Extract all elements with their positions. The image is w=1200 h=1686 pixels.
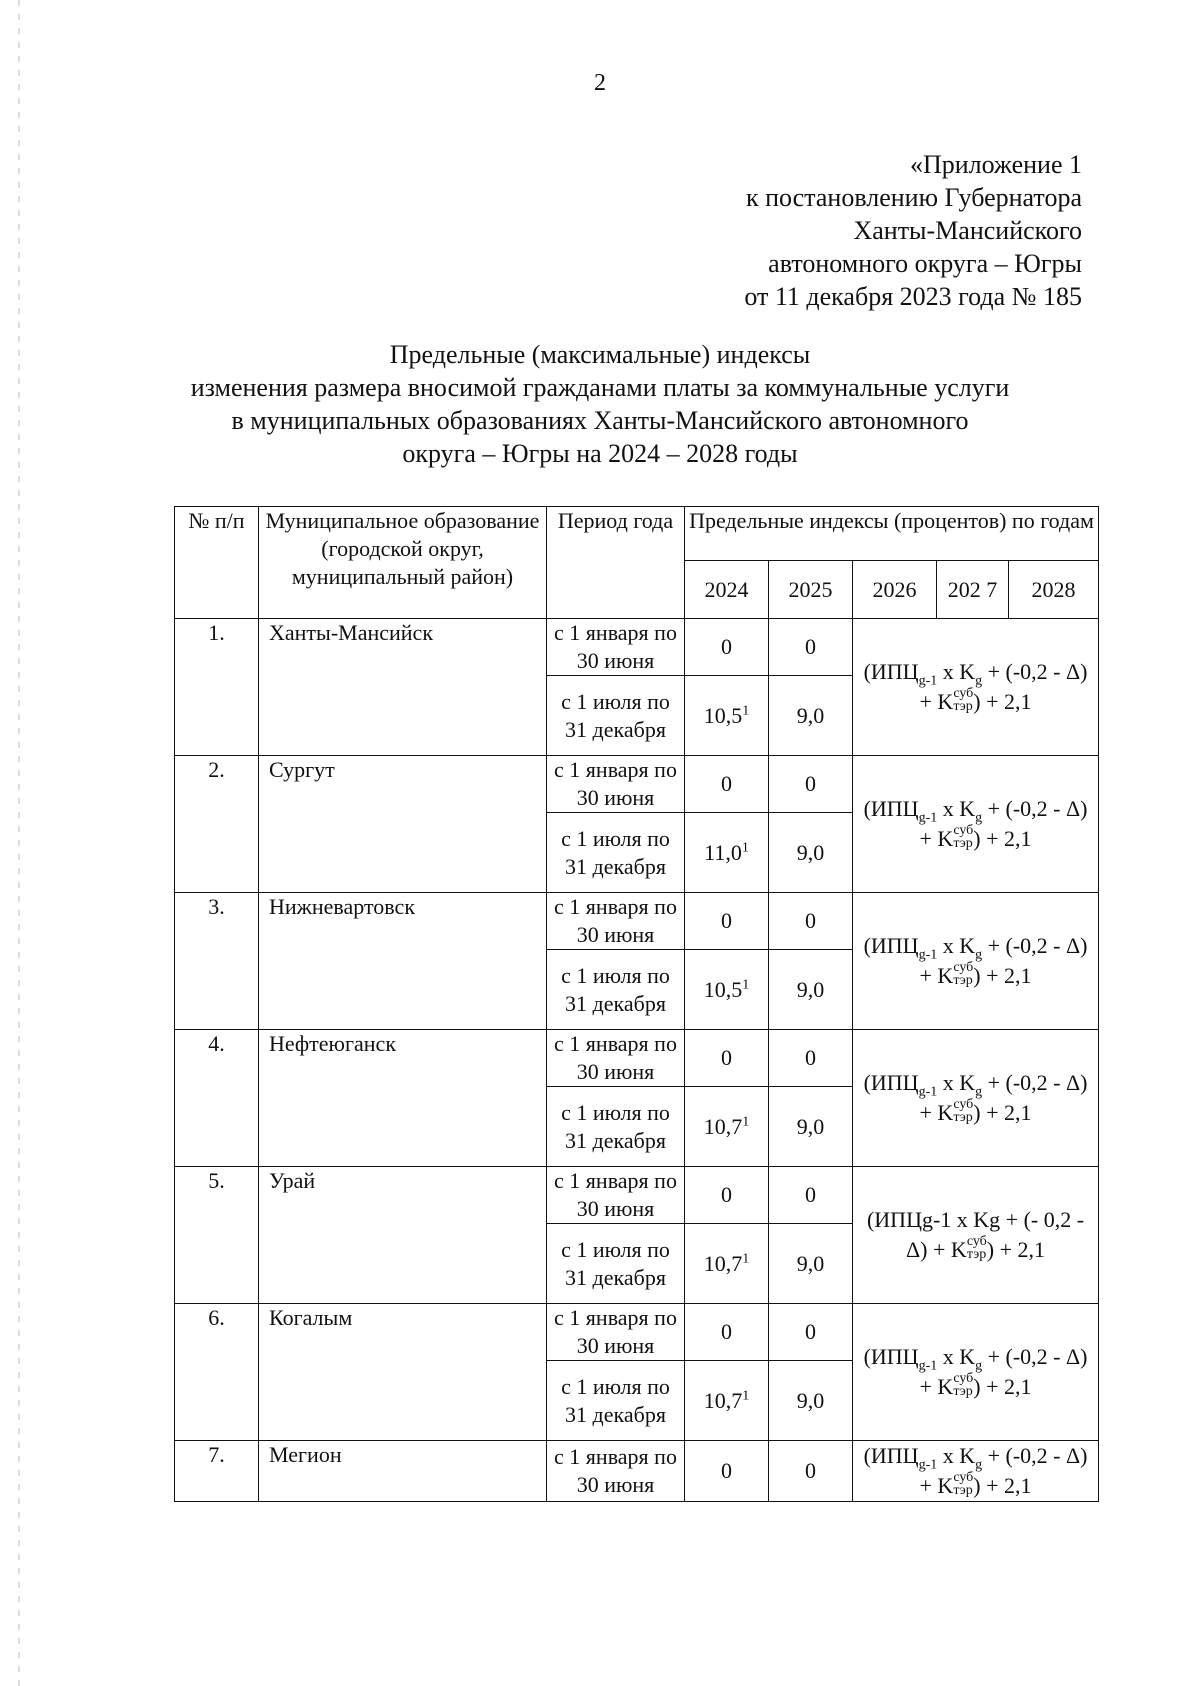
- value-cell: [685, 1224, 769, 1304]
- value-cell: [685, 1087, 769, 1167]
- appendix-reference: [744, 148, 1082, 313]
- header-num: № п/п: [175, 507, 259, 619]
- formula-k-indices: [953, 1471, 973, 1497]
- formula-sup: суб: [953, 1370, 974, 1386]
- period-second-half: с 1 июля по 31 декабря: [547, 813, 685, 893]
- value-text: 10,7: [703, 1387, 743, 1413]
- value-cell: 9,0: [769, 1224, 853, 1304]
- formula-text: x K: [937, 1443, 976, 1468]
- period-second-half: с 1 июля по 31 декабря: [547, 1224, 685, 1304]
- formula-text: (ИПЦ: [863, 1443, 919, 1468]
- value-cell: 0: [769, 1030, 853, 1087]
- row-number: 4.: [175, 1030, 259, 1167]
- value-cell: 0: [685, 1030, 769, 1087]
- row-number: 3.: [175, 893, 259, 1030]
- value-cell: 9,0: [769, 1361, 853, 1441]
- value-cell: 0: [685, 619, 769, 676]
- formula-text: ) + 2,1: [973, 963, 1032, 988]
- formula-text: ) + 2,1: [973, 689, 1032, 714]
- document-title: [0, 338, 1200, 470]
- value-cell: [685, 950, 769, 1030]
- value-cell: 0: [769, 619, 853, 676]
- formula-k-indices: [953, 824, 973, 850]
- formula-sup: суб: [953, 822, 974, 838]
- formula-sub: тэр: [953, 835, 973, 851]
- appendix-line: Ханты-Мансийского: [853, 216, 1082, 245]
- value-cell: 9,0: [769, 676, 853, 756]
- municipality-name: Сургут: [259, 756, 547, 893]
- row-number: 5.: [175, 1167, 259, 1304]
- table-body: [175, 619, 1099, 1502]
- formula-sub: тэр: [953, 1109, 973, 1125]
- formula-k-indices: [953, 1372, 973, 1398]
- municipality-name: Нижневартовск: [259, 893, 547, 1030]
- row-number: 6.: [175, 1304, 259, 1441]
- title-line: в муниципальных образованиях Ханты-Мансийского автономного: [231, 406, 969, 435]
- value-cell: 9,0: [769, 1087, 853, 1167]
- scan-edge: [18, 0, 20, 1686]
- row-number: 2.: [175, 756, 259, 893]
- footnote-mark: 1: [742, 977, 750, 993]
- value-cell: 0: [685, 1167, 769, 1224]
- header-indices: Предельные индексы (процентов) по годам: [685, 507, 1099, 561]
- formula-text: + (-0,2 - Δ) + K: [919, 933, 1088, 988]
- value-cell: 0: [685, 1304, 769, 1361]
- formula-text: (ИПЦ: [863, 933, 919, 958]
- formula-text: ) + 2,1: [973, 1473, 1032, 1498]
- formula-sub: g: [975, 1358, 983, 1374]
- title-line: Предельные (максимальные) индексы: [389, 340, 811, 369]
- formula-cell: [853, 1441, 1099, 1502]
- table-row: [175, 619, 1099, 676]
- formula-sub: тэр: [953, 1383, 973, 1399]
- formula-text: (ИПЦ: [863, 659, 919, 684]
- title-line: округа – Югры на 2024 – 2028 годы: [402, 439, 798, 468]
- header-year: 2028: [1009, 561, 1099, 619]
- value-cell: [685, 676, 769, 756]
- formula-sub: g-1: [918, 947, 938, 963]
- value-cell: [685, 813, 769, 893]
- title-line: изменения размера вносимой гражданами платы за коммунальные услуги: [190, 373, 1010, 402]
- municipality-name: Мегион: [259, 1441, 547, 1502]
- formula-cell: [853, 1030, 1099, 1167]
- period-second-half: с 1 июля по 31 декабря: [547, 1087, 685, 1167]
- formula-text: + (-0,2 - Δ) + K: [919, 1443, 1088, 1498]
- appendix-line: к постановлению Губернатора: [745, 183, 1082, 212]
- table-row: [175, 893, 1099, 950]
- value-cell: 0: [769, 1304, 853, 1361]
- value-text: 10,5: [703, 702, 743, 728]
- value-cell: 0: [685, 756, 769, 813]
- value-cell: 0: [769, 756, 853, 813]
- formula-text: x K: [937, 1070, 976, 1095]
- period-first-half: с 1 января по 30 июня: [547, 756, 685, 813]
- formula-text: (ИПЦ: [863, 796, 919, 821]
- value-cell: 0: [769, 893, 853, 950]
- formula-sub: g: [975, 673, 983, 689]
- formula-text: + (-0,2 - Δ) + K: [919, 1344, 1088, 1399]
- page-number: 2: [594, 70, 606, 96]
- formula-text: x K: [937, 659, 976, 684]
- formula-sub: g-1: [918, 1457, 938, 1473]
- formula-sub: тэр: [953, 972, 973, 988]
- formula-sup: суб: [953, 685, 974, 701]
- period-first-half: с 1 января по 30 июня: [547, 619, 685, 676]
- value-cell: 0: [685, 893, 769, 950]
- period-first-half: с 1 января по 30 июня: [547, 1441, 685, 1502]
- formula-k-indices: [953, 687, 973, 713]
- value-cell: 0: [685, 1441, 769, 1502]
- formula-sub: g-1: [918, 1358, 938, 1374]
- formula-sub: g-1: [918, 810, 938, 826]
- header-year: 2026: [853, 561, 937, 619]
- formula-text: ) + 2,1: [973, 1374, 1032, 1399]
- formula-text: (ИПЦg-1 x Kg + (- 0,2 - Δ) + K: [866, 1207, 1085, 1262]
- value-text: 11,0: [704, 839, 742, 865]
- value-text: 10,7: [703, 1113, 743, 1139]
- footnote-mark: 1: [742, 1388, 750, 1404]
- table-row: [175, 1167, 1099, 1224]
- value-cell: 9,0: [769, 813, 853, 893]
- formula-k-indices: [953, 961, 973, 987]
- formula-cell: [853, 1304, 1099, 1441]
- table-row: [175, 1441, 1099, 1502]
- formula-k-indices: [967, 1235, 987, 1261]
- header-year: 202 7: [937, 561, 1009, 619]
- period-second-half: с 1 июля по 31 декабря: [547, 950, 685, 1030]
- header-year: 2025: [769, 561, 853, 619]
- footnote-mark: 1: [742, 703, 750, 719]
- formula-sup: суб: [953, 959, 974, 975]
- formula-text: x K: [937, 1344, 976, 1369]
- formula-sub: g: [975, 810, 983, 826]
- header-year: 2024: [685, 561, 769, 619]
- value-cell: [685, 1361, 769, 1441]
- formula-sub: тэр: [966, 1246, 987, 1262]
- municipality-name: Нефтеюганск: [259, 1030, 547, 1167]
- period-second-half: с 1 июля по 31 декабря: [547, 676, 685, 756]
- municipality-name: Когалым: [259, 1304, 547, 1441]
- formula-sub: тэр: [953, 698, 973, 714]
- period-first-half: с 1 января по 30 июня: [547, 1030, 685, 1087]
- formula-text: ) + 2,1: [973, 1100, 1032, 1125]
- row-number: 7.: [175, 1441, 259, 1502]
- formula-text: + (-0,2 - Δ) + K: [919, 659, 1088, 714]
- period-second-half: с 1 июля по 31 декабря: [547, 1361, 685, 1441]
- formula-k-indices: [953, 1098, 973, 1124]
- appendix-line: автономного округа – Югры: [768, 249, 1082, 278]
- appendix-line: «Приложение 1: [909, 150, 1082, 179]
- value-cell: 0: [769, 1167, 853, 1224]
- formula-sub: g-1: [918, 673, 938, 689]
- formula-text: + (-0,2 - Δ) + K: [919, 796, 1088, 851]
- formula-sub: g: [975, 1457, 983, 1473]
- period-first-half: с 1 января по 30 июня: [547, 1304, 685, 1361]
- value-text: 10,7: [703, 1250, 743, 1276]
- indices-table: [174, 506, 1099, 1502]
- formula-cell: [853, 756, 1099, 893]
- table-row: [175, 1304, 1099, 1361]
- formula-sup: суб: [953, 1096, 974, 1112]
- formula-text: ) + 2,1: [986, 1237, 1046, 1262]
- footnote-mark: 1: [742, 1114, 750, 1130]
- formula-sub: g: [975, 947, 983, 963]
- formula-cell: [853, 893, 1099, 1030]
- table-row: [175, 756, 1099, 813]
- formula-text: + (-0,2 - Δ) + K: [919, 1070, 1088, 1125]
- formula-cell: [853, 619, 1099, 756]
- formula-sub: g: [975, 1084, 983, 1100]
- value-text: 10,5: [703, 976, 743, 1002]
- period-first-half: с 1 января по 30 июня: [547, 893, 685, 950]
- header-municipality: Муниципальное образование (городской округ, муниципальный район): [259, 507, 547, 619]
- value-cell: 9,0: [769, 950, 853, 1030]
- formula-text: (ИПЦ: [863, 1344, 919, 1369]
- formula-text: (ИПЦ: [863, 1070, 919, 1095]
- footnote-mark: 1: [741, 840, 749, 856]
- value-cell: 0: [769, 1441, 853, 1502]
- formula-sup: суб: [966, 1233, 987, 1249]
- formula-sub: тэр: [953, 1482, 973, 1498]
- formula-text: x K: [937, 933, 976, 958]
- header-period: Период года: [547, 507, 685, 619]
- formula-cell: [853, 1167, 1099, 1304]
- appendix-line: от 11 декабря 2023 года № 185: [744, 282, 1082, 311]
- period-first-half: с 1 января по 30 июня: [547, 1167, 685, 1224]
- municipality-name: Ханты-Мансийск: [259, 619, 547, 756]
- formula-text: ) + 2,1: [973, 826, 1032, 851]
- formula-sup: суб: [953, 1469, 974, 1485]
- municipality-name: Урай: [259, 1167, 547, 1304]
- formula-sub: g-1: [918, 1084, 938, 1100]
- footnote-mark: 1: [742, 1251, 750, 1267]
- formula-text: x K: [937, 796, 976, 821]
- table-row: [175, 1030, 1099, 1087]
- row-number: 1.: [175, 619, 259, 756]
